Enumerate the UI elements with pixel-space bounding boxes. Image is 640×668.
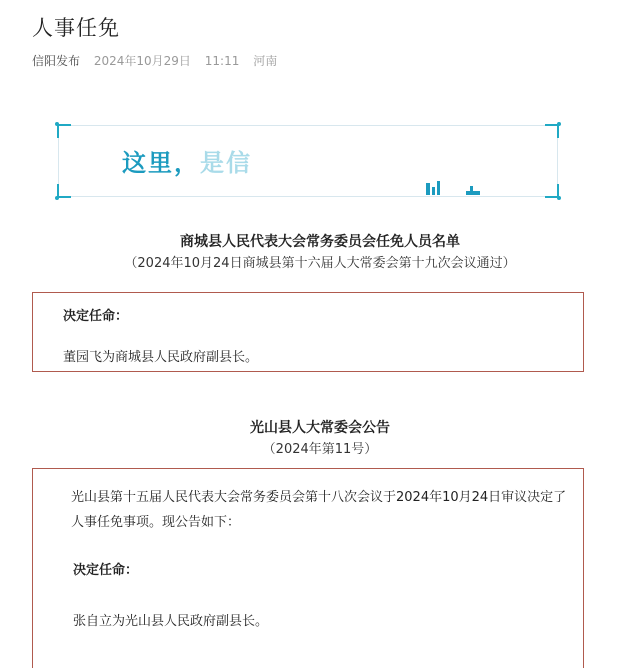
section2-paragraph: 光山县第十五届人民代表大会常务委员会第十八次会议于2024年10月24日审议决定了人事任免事项。现公告如下： (71, 490, 567, 530)
section2-title: 光山县人大常委会公告 (250, 420, 390, 436)
banner-dot-icon (55, 122, 59, 126)
banner-corner (57, 184, 71, 198)
banner-slogan (122, 143, 252, 178)
banner-dot-icon (557, 122, 561, 126)
city-skyline-icon (426, 181, 482, 195)
banner-image (58, 125, 558, 197)
section2-label: 决定任命： (73, 563, 139, 578)
banner-slogan-main: 这里， (122, 149, 200, 177)
section1-box (32, 292, 584, 372)
banner-dot-icon (55, 196, 59, 200)
section2-item: 张自立为光山县人民政府副县长。 (73, 614, 269, 629)
article-source-link[interactable]: 信阳发布 (32, 54, 81, 68)
section2-box (32, 468, 584, 668)
article-date: 2024年10月29日 (93, 54, 191, 68)
article-meta (32, 52, 287, 69)
article-time: 11:11 (204, 54, 240, 68)
banner-corner (545, 124, 559, 138)
banner-dot-icon (557, 196, 561, 200)
article-title: 人事任免 (32, 16, 120, 40)
section1-item: 董园飞为商城县人民政府副县长。 (63, 350, 259, 365)
banner-slogan-faded: 是信 (200, 149, 252, 177)
banner-corner (57, 124, 71, 138)
section1-subtitle: （2024年10月24日商城县第十六届人大常委会第十九次会议通过） (124, 256, 516, 271)
article-location: 河南 (253, 54, 278, 68)
section1-title: 商城县人民代表大会常务委员会任免人员名单 (180, 234, 460, 250)
section2-subtitle: （2024年第11号） (262, 442, 378, 457)
section1-label: 决定任命： (63, 309, 129, 324)
